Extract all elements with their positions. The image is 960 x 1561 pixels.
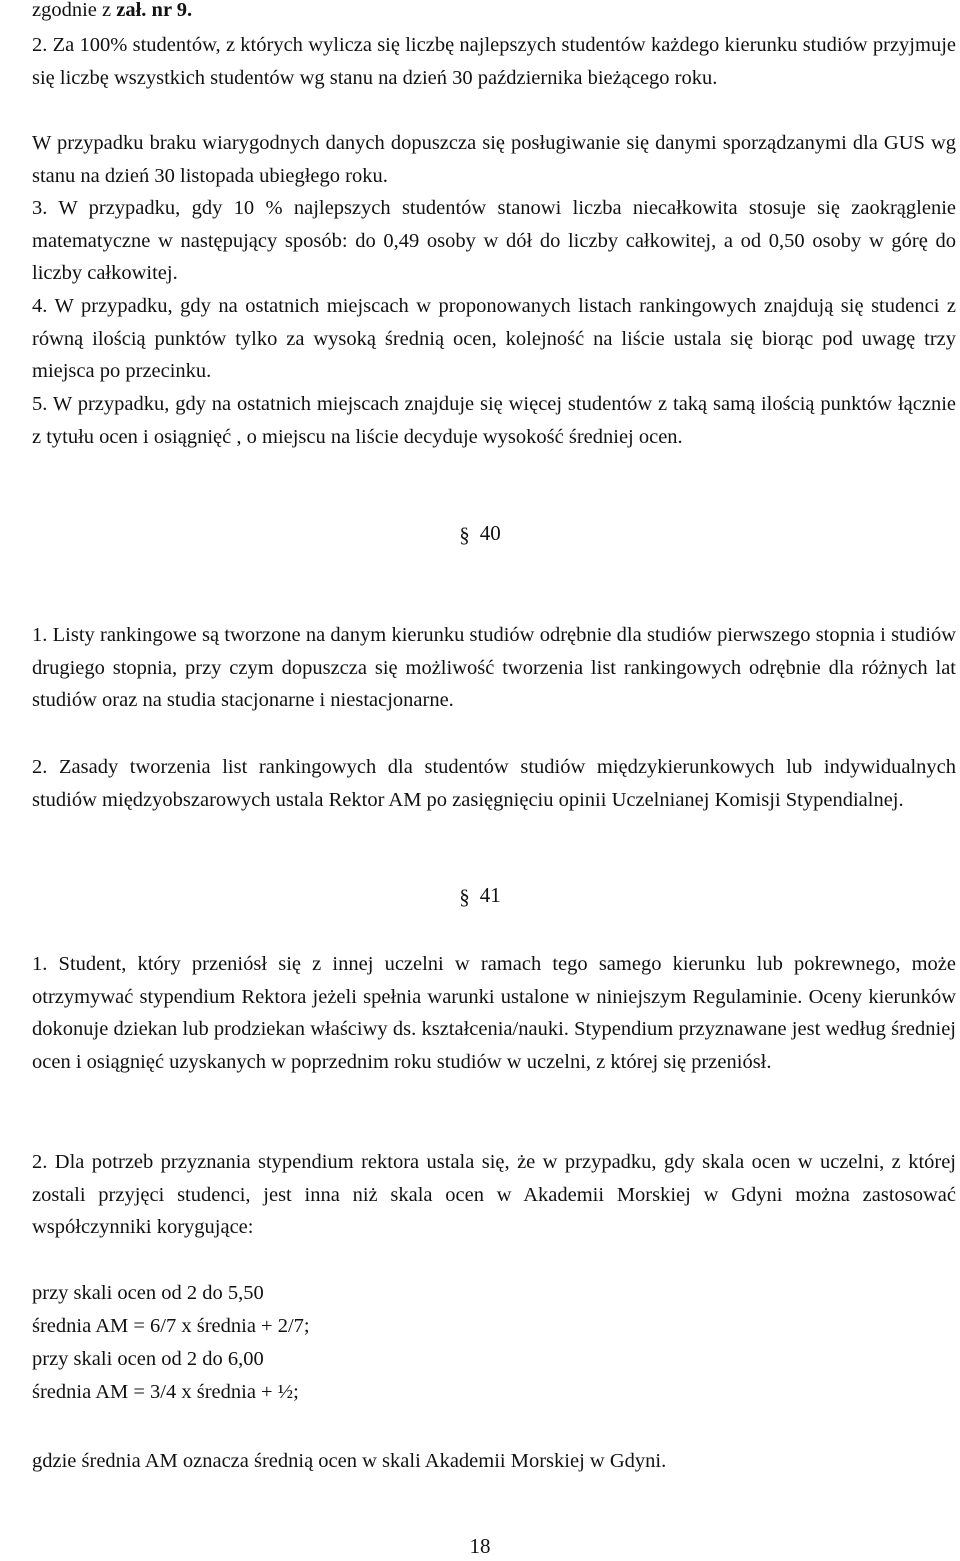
item-text: W przypadku, gdy na ostatnich miejscach w proponowanych listach rankingowych znajdują się studenci z równą ilością punktów tylko za wysoką średnią ocen, kolejność na liście ustala się biorąc pod uwagę trzy miejsca po przecinku. [32,295,956,382]
item-number: 1. [32,953,48,975]
item-number: 2. [32,34,48,56]
section-heading-40 [0,521,960,546]
section39-item-2b [32,127,956,192]
section41-item-2 [32,1146,956,1244]
paragraph-sign-icon: § [459,885,470,909]
item-number: 5. [32,393,48,415]
formula-line-1: przy skali ocen od 2 do 5,50 [32,1282,264,1304]
item-text: Dla potrzeb przyznania stypendium rektora ustala się, że w przypadku, gdy skala ocen w uczelni, z której zostali przyjęci studenci, jest inna niż skala ocen w Akademii Morskiej w Gdyni można zastosować współczynniki korygujące: [32,1151,957,1238]
item-text: Listy rankingowe są tworzone na danym kierunku studiów odrębnie dla studiów pierwszego stopnia i studiów drugiego stopnia, przy czym dopuszcza się możliwość tworzenia list rankingowych odrębnie dla różnych lat studiów oraz na studia stacjonarne i niestacjonarne. [32,624,957,711]
closing-sentence: gdzie średnia AM oznacza średnią ocen w skali Akademii Morskiej w Gdyni. [32,1450,667,1472]
section40-item-1 [32,619,956,717]
item-number: 2. [32,1151,48,1173]
section39-item-3 [32,192,956,290]
item-text: W przypadku, gdy 10 % najlepszych studentów stanowi liczba niecałkowita stosuje się zaokrąglenie matematyczne w następujący sposób: do 0,49 osoby w dół do liczby całkowitej, a od 0,50 osoby w górę do liczby całkowitej. [32,197,956,284]
lead-bold: zał. nr 9. [116,0,193,21]
item-number: 4. [32,295,48,317]
lead-text: zgodnie z [32,0,117,21]
section41-item-1 [32,948,956,1078]
item-text: Student, który przeniósł się z innej uczelni w ramach tego samego kierunku lub pokrewnego, może otrzymywać stypendium Rektora jeżeli spełnia warunki ustalone w niniejszym Regulaminie. Oceny kierunków dokonuje dziekan lub prodziekan właściwy ds. kształcenia/nauki. Stypendium przyznawane jest według średniej ocen i osiągnięć uzyskanych w poprzednim roku studiów w uczelni, z której się przeniósł. [32,953,957,1073]
section39-item-2 [32,29,956,94]
paragraph-sign-icon: § [459,523,470,547]
item-number: 1. [32,624,48,646]
section-number: 40 [479,521,501,545]
section-heading-41 [0,883,960,908]
section39-item-4 [32,290,956,388]
formula-line-2: średnia AM = 6/7 x średnia + 2/7; [32,1315,310,1337]
section39-item-5 [32,388,956,453]
item-text: W przypadku, gdy na ostatnich miejscach znajduje się więcej studentów z taką samą ilością punktów łącznie z tytułu ocen i osiągnięć , o miejscu na liście decyduje wysokość średniej ocen. [32,393,956,448]
section-number: 41 [479,883,501,907]
item-number: 2. [32,756,48,778]
item-text: Za 100% studentów, z których wylicza się liczbę najlepszych studentów każdego kierunku studiów przyjmuje się liczbę wszystkich studentów wg stanu na dzień 30 października bieżącego roku. [32,34,956,89]
item-text: W przypadku braku wiarygodnych danych dopuszcza się posługiwanie się danymi sporządzanymi dla GUS wg stanu na dzień 30 listopada ubiegłego roku. [32,132,956,187]
formula-line-3: przy skali ocen od 2 do 6,00 [32,1348,264,1370]
item-number: 3. [32,197,48,219]
formula-line-4: średnia AM = 3/4 x średnia + ½; [32,1381,299,1403]
page-number: 18 [469,1534,491,1558]
item-text: Zasady tworzenia list rankingowych dla studentów studiów międzykierunkowych lub indywidualnych studiów międzyobszarowych ustala Rektor AM po zasięgnięciu opinii Uczelnianej Komisji Stypendialnej. [32,756,957,811]
lead-line [32,0,192,27]
section40-item-2 [32,751,956,816]
